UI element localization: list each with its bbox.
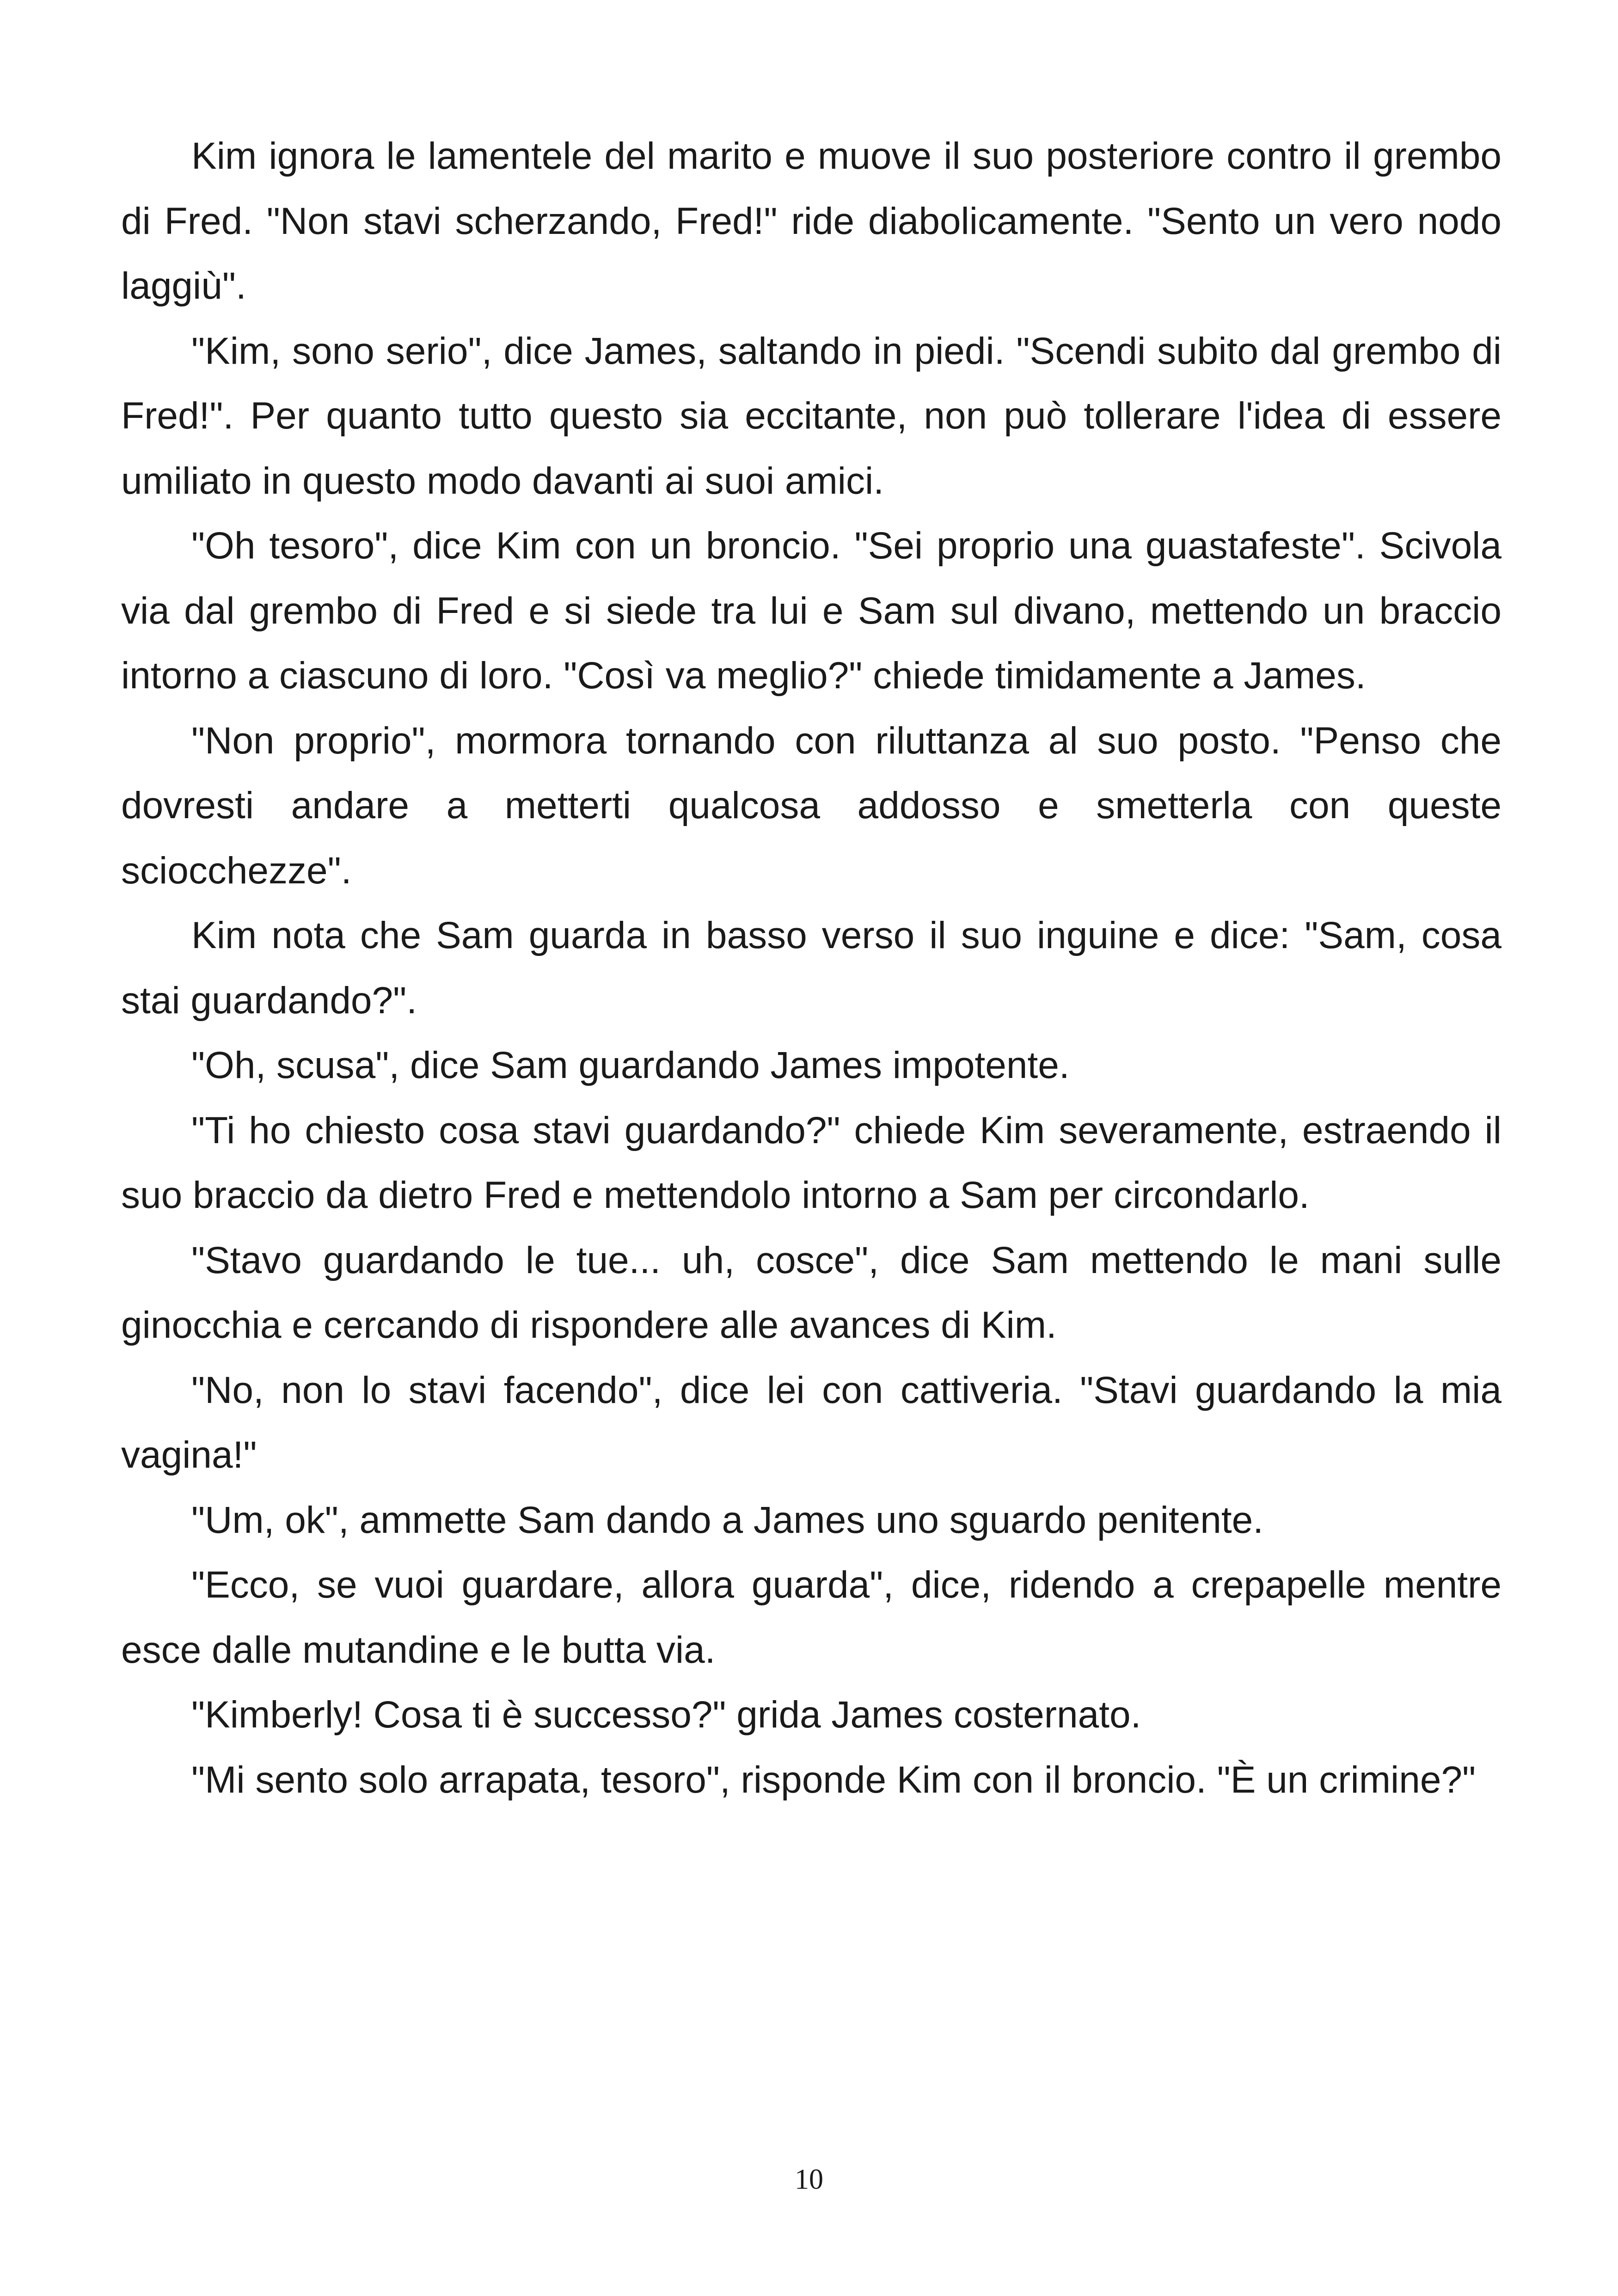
paragraph: "Um, ok", ammette Sam dando a James uno sguardo penitente.: [191, 1499, 1264, 1541]
paragraph: Kim ignora le lamentele del marito e muove il suo posteriore contro il grembo di Fred. "Non stavi scherzando, Fred!" ride diabolicamente. "Sento un vero nodo laggiù".: [121, 135, 1502, 307]
paragraph: "Non proprio", mormora tornando con riluttanza al suo posto. "Penso che dovresti andare a metterti qualcosa addosso e smetterla con queste sciocchezze".: [121, 719, 1502, 892]
paragraph: "Stavo guardando le tue... uh, cosce", dice Sam mettendo le mani sulle ginocchia e cercando di rispondere alle avances di Kim.: [121, 1239, 1502, 1346]
paragraph: "Oh tesoro", dice Kim con un broncio. "Sei proprio una guastafeste". Scivola via dal grembo di Fred e si siede tra lui e Sam sul divano, mettendo un braccio intorno a ciascuno di loro. "Così va meglio?" chiede timidamente a James.: [121, 525, 1502, 697]
paragraph: "Ecco, se vuoi guardare, allora guarda", dice, ridendo a crepapelle mentre esce dalle mutandine e le butta via.: [121, 1564, 1502, 1671]
paragraph: "Mi sento solo arrapata, tesoro", risponde Kim con il broncio. "È un crimine?": [191, 1758, 1476, 1801]
paragraph: "Oh, scusa", dice Sam guardando James impotente.: [191, 1044, 1070, 1086]
paragraph: "Kim, sono serio", dice James, saltando in piedi. "Scendi subito dal grembo di Fred!". Per quanto tutto questo sia eccitante, non può tollerare l'idea di essere umiliato in questo modo davanti ai suoi amici.: [121, 330, 1502, 502]
page-number: 10: [795, 2164, 823, 2195]
page-body: [121, 124, 1502, 1812]
paragraph: Kim nota che Sam guarda in basso verso il suo inguine e dice: "Sam, cosa stai guardando?".: [121, 914, 1502, 1022]
paragraph: "Ti ho chiesto cosa stavi guardando?" chiede Kim severamente, estraendo il suo braccio da dietro Fred e mettendolo intorno a Sam per circondarlo.: [121, 1109, 1502, 1216]
paragraph: "Kimberly! Cosa ti è successo?" grida James costernato.: [191, 1694, 1141, 1736]
paragraph: "No, non lo stavi facendo", dice lei con cattiveria. "Stavi guardando la mia vagina!": [121, 1369, 1502, 1476]
